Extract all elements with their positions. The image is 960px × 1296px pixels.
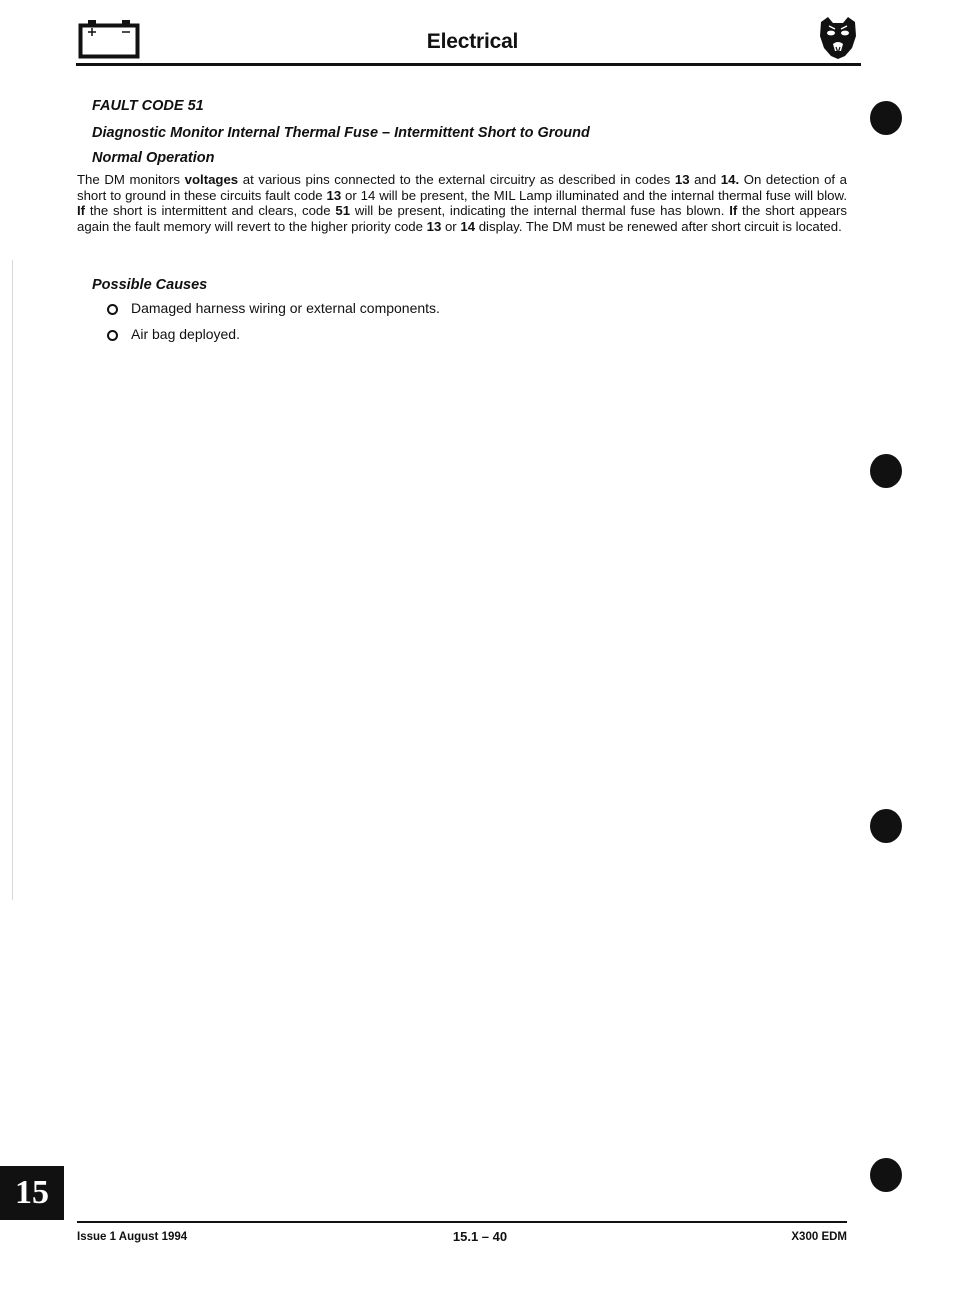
binder-hole-icon <box>870 454 902 488</box>
scan-edge-line <box>12 260 13 900</box>
fault-code-heading: FAULT CODE 51 <box>92 98 204 114</box>
footer-page-number: 15.1 – 40 <box>452 1229 508 1244</box>
possible-causes-list <box>107 300 440 352</box>
list-item: Air bag deployed. <box>107 326 440 352</box>
binder-hole-icon <box>870 1158 902 1192</box>
footer-document-code: X300 EDM <box>791 1231 847 1243</box>
list-item: Damaged harness wiring or external components. <box>107 300 440 326</box>
bullet-circle-icon <box>107 304 118 315</box>
bullet-circle-icon <box>107 330 118 341</box>
header-rule <box>76 63 861 66</box>
binder-hole-icon <box>870 101 902 135</box>
footer-rule <box>77 1221 847 1223</box>
chapter-tab: 15 <box>0 1166 64 1220</box>
normal-operation-paragraph: The DM monitors voltages at various pins connected to the external circuitry as described in codes 13 and 14. On detection of a short to ground in these circuits fault code 13 or 14 will be present, the MIL Lamp illuminated and the internal thermal fuse will blow. If the short is intermittent and clears, code 51 will be present, indicating the internal thermal fuse has blown. If the short appears again the fault memory will revert to the higher priority code 13 or 14 display. The DM must be renewed after short circuit is located. <box>77 172 848 234</box>
footer-issue-date: Issue 1 August 1994 <box>77 1231 188 1243</box>
page-header-title: Electrical <box>426 30 519 53</box>
possible-causes-heading: Possible Causes <box>92 277 208 293</box>
normal-operation-heading: Normal Operation <box>92 150 215 166</box>
jaguar-head-logo <box>815 14 861 60</box>
binder-hole-icon <box>870 809 902 843</box>
fault-title-heading: Diagnostic Monitor Internal Thermal Fuse – Intermittent Short to Ground <box>92 125 590 141</box>
